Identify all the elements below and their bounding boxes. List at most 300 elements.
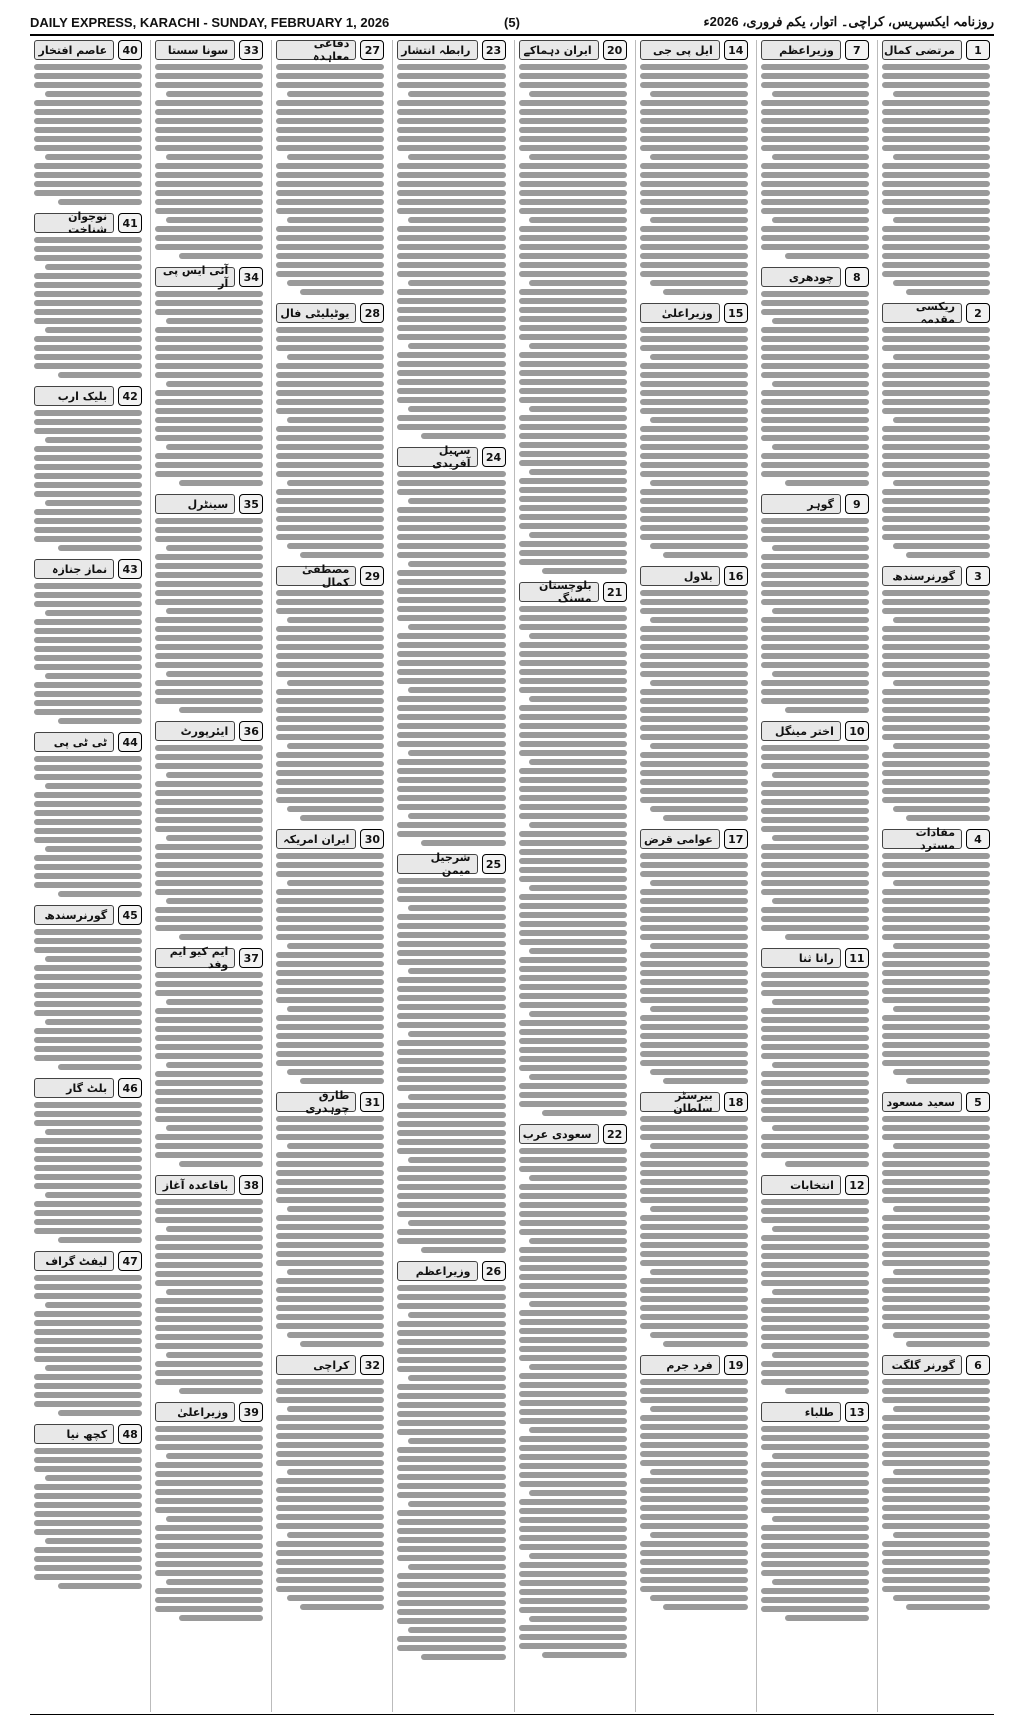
text-line <box>519 867 627 873</box>
text-line <box>640 1541 748 1547</box>
text-line <box>34 1466 142 1472</box>
news-item-header <box>34 1251 142 1271</box>
text-line <box>34 1511 142 1517</box>
text-line <box>155 336 263 342</box>
text-line <box>155 990 263 996</box>
text-line <box>519 1319 627 1325</box>
news-item <box>761 948 869 1167</box>
text-line <box>276 235 384 241</box>
text-line <box>34 1520 142 1526</box>
text-line <box>772 1062 869 1068</box>
text-line <box>155 309 263 315</box>
text-line <box>155 790 263 796</box>
text-line <box>34 300 142 306</box>
text-line <box>276 644 384 650</box>
text-line <box>519 172 627 178</box>
text-line <box>640 988 748 994</box>
news-item <box>276 1355 384 1610</box>
text-line <box>640 525 748 531</box>
text-line <box>276 934 384 940</box>
text-line <box>276 997 384 1003</box>
text-line <box>882 1015 990 1021</box>
text-line <box>882 1033 990 1039</box>
text-line <box>34 354 142 360</box>
text-line <box>519 1346 627 1352</box>
text-line <box>276 716 384 722</box>
text-line <box>397 795 505 801</box>
item-number-badge: 16 <box>724 566 748 586</box>
text-line <box>640 181 748 187</box>
text-line <box>155 916 263 922</box>
news-item <box>640 566 748 821</box>
text-line <box>397 379 505 385</box>
text-line <box>882 1278 990 1284</box>
text-line <box>287 480 384 486</box>
text-line <box>397 271 505 277</box>
text-line <box>34 801 142 807</box>
news-column <box>877 40 994 1712</box>
text-line <box>155 1298 263 1304</box>
text-line <box>34 309 142 315</box>
text-line <box>519 1274 627 1280</box>
text-line <box>882 399 990 405</box>
text-line <box>640 489 748 495</box>
news-item <box>34 559 142 724</box>
text-line <box>519 1047 627 1053</box>
text-line <box>276 689 384 695</box>
item-headline: ایران دہماکے <box>519 40 599 60</box>
text-line <box>276 608 384 614</box>
item-headline: ایران امریکہ <box>276 829 356 849</box>
text-line <box>397 615 505 621</box>
text-line <box>155 1426 263 1432</box>
text-line <box>155 662 263 668</box>
item-body-text <box>519 1148 627 1658</box>
text-line <box>34 109 142 115</box>
text-line <box>529 1175 626 1181</box>
news-item <box>640 829 748 1084</box>
text-line <box>155 1080 263 1086</box>
item-body-text <box>640 590 748 821</box>
text-line <box>276 1460 384 1466</box>
text-line <box>34 1156 142 1162</box>
news-item-header <box>640 40 748 60</box>
item-body-text <box>761 972 869 1167</box>
text-line <box>519 786 627 792</box>
text-line <box>640 1314 748 1320</box>
news-item <box>882 40 990 295</box>
text-line <box>882 1296 990 1302</box>
text-line <box>287 1406 384 1412</box>
text-line <box>640 644 748 650</box>
text-line <box>761 190 869 196</box>
text-line <box>893 880 990 886</box>
text-line <box>34 756 142 762</box>
text-line <box>155 471 263 477</box>
text-line <box>155 82 263 88</box>
text-line <box>155 754 263 760</box>
text-line <box>640 100 748 106</box>
text-line <box>276 100 384 106</box>
text-line <box>882 1060 990 1066</box>
text-line <box>34 491 142 497</box>
text-line <box>761 653 869 659</box>
text-line <box>519 750 627 756</box>
text-line <box>640 435 748 441</box>
text-line <box>761 471 869 477</box>
text-line <box>155 1480 263 1486</box>
item-body-text <box>882 64 990 295</box>
text-line <box>397 507 505 513</box>
text-line <box>640 1586 748 1592</box>
text-line <box>34 664 142 670</box>
text-line <box>650 1532 747 1538</box>
text-line <box>397 932 505 938</box>
text-line <box>772 381 869 387</box>
text-line <box>640 761 748 767</box>
text-line <box>640 770 748 776</box>
news-item <box>34 1424 142 1589</box>
news-item <box>276 829 384 1084</box>
item-number-badge: 3 <box>966 566 990 586</box>
text-line <box>276 1314 384 1320</box>
text-line <box>640 244 748 250</box>
text-line <box>276 1586 384 1592</box>
text-line <box>155 1152 263 1158</box>
text-line <box>300 289 384 295</box>
text-line <box>276 444 384 450</box>
text-line <box>276 599 384 605</box>
text-line <box>772 1352 869 1358</box>
text-line <box>519 1211 627 1217</box>
news-item-header <box>761 40 869 60</box>
text-line <box>397 1339 505 1345</box>
item-body-text <box>34 929 142 1070</box>
text-line <box>650 1406 747 1412</box>
text-line <box>397 1321 505 1327</box>
text-line <box>397 1573 505 1579</box>
item-headline: شرجیل میمن <box>397 854 477 874</box>
text-line <box>519 1580 627 1586</box>
text-line <box>761 536 869 542</box>
text-line <box>519 379 627 385</box>
text-line <box>529 885 626 891</box>
text-line <box>34 1448 142 1454</box>
item-body-text <box>155 1426 263 1621</box>
text-line <box>761 1471 869 1477</box>
text-line <box>34 345 142 351</box>
text-line <box>155 1017 263 1023</box>
text-line <box>397 896 505 902</box>
text-line <box>155 1570 263 1576</box>
item-number-badge: 24 <box>482 447 506 467</box>
item-body-text <box>882 590 990 821</box>
news-item-header <box>640 566 748 586</box>
item-number-badge: 28 <box>360 303 384 323</box>
text-line <box>155 1307 263 1313</box>
text-line <box>882 1451 990 1457</box>
text-line <box>58 1410 142 1416</box>
item-number-badge: 32 <box>360 1355 384 1375</box>
text-line <box>155 972 263 978</box>
text-line <box>882 671 990 677</box>
item-headline: سینٹرل <box>155 494 235 514</box>
text-line <box>640 689 748 695</box>
text-line <box>761 118 869 124</box>
text-line <box>650 480 747 486</box>
text-line <box>276 590 384 596</box>
text-line <box>397 1546 505 1552</box>
text-line <box>276 898 384 904</box>
item-headline: کچھ نیا <box>34 1424 114 1444</box>
text-line <box>761 163 869 169</box>
text-line <box>397 1184 505 1190</box>
text-line <box>519 109 627 115</box>
text-line <box>276 399 384 405</box>
item-body-text <box>276 1379 384 1610</box>
text-line <box>397 1193 505 1199</box>
text-line <box>397 289 505 295</box>
news-item <box>34 210 142 378</box>
text-line <box>640 1197 748 1203</box>
news-item <box>155 1402 263 1621</box>
text-line <box>519 460 627 466</box>
text-line <box>397 579 505 585</box>
text-line <box>408 1627 505 1633</box>
text-line <box>179 707 263 713</box>
text-line <box>34 1502 142 1508</box>
text-line <box>34 518 142 524</box>
text-line <box>155 1235 263 1241</box>
text-line <box>882 752 990 758</box>
text-line <box>663 289 747 295</box>
text-line <box>276 862 384 868</box>
text-line <box>640 871 748 877</box>
text-line <box>276 662 384 668</box>
text-line <box>882 970 990 976</box>
text-line <box>640 1287 748 1293</box>
text-line <box>640 1379 748 1385</box>
text-line <box>519 1544 627 1550</box>
text-line <box>519 370 627 376</box>
text-line <box>155 1035 263 1041</box>
text-line <box>519 1020 627 1026</box>
news-item-header <box>761 267 869 287</box>
text-line <box>761 73 869 79</box>
text-line <box>397 570 505 576</box>
text-line <box>45 91 142 97</box>
text-line <box>640 118 748 124</box>
text-line <box>276 82 384 88</box>
text-line <box>529 532 626 538</box>
text-line <box>772 444 869 450</box>
text-line <box>761 417 869 423</box>
text-line <box>397 678 505 684</box>
text-line <box>882 761 990 767</box>
text-line <box>166 444 263 450</box>
item-body-text <box>34 583 142 724</box>
text-line <box>155 1552 263 1558</box>
text-line <box>761 698 869 704</box>
text-line <box>882 997 990 1003</box>
news-item <box>276 40 384 295</box>
text-line <box>761 64 869 70</box>
text-line <box>397 1492 505 1498</box>
text-line <box>882 1586 990 1592</box>
text-line <box>640 934 748 940</box>
text-line <box>761 1444 869 1450</box>
text-line <box>34 527 142 533</box>
item-number-badge: 30 <box>360 829 384 849</box>
text-line <box>276 1042 384 1048</box>
item-number-badge: 41 <box>118 213 142 233</box>
item-body-text <box>640 853 748 1084</box>
text-line <box>529 343 626 349</box>
text-line <box>542 1652 626 1658</box>
text-line <box>785 1161 869 1167</box>
text-line <box>640 1051 748 1057</box>
text-line <box>34 1574 142 1580</box>
news-item-header <box>34 559 142 579</box>
text-line <box>640 226 748 232</box>
news-item <box>882 826 990 1084</box>
text-line <box>155 408 263 414</box>
text-line <box>906 1341 990 1347</box>
news-item <box>155 264 263 486</box>
text-line <box>276 435 384 441</box>
text-line <box>397 172 505 178</box>
text-line <box>155 73 263 79</box>
item-number-badge: 42 <box>118 386 142 406</box>
news-column <box>756 40 873 1712</box>
text-line <box>650 91 747 97</box>
news-item-header <box>397 1261 505 1281</box>
text-line <box>529 1011 626 1017</box>
text-line <box>34 837 142 843</box>
text-line <box>155 417 263 423</box>
text-line <box>640 1134 748 1140</box>
text-line <box>166 217 263 223</box>
text-line <box>761 554 869 560</box>
text-line <box>519 1508 627 1514</box>
text-line <box>34 1147 142 1153</box>
news-item <box>519 1124 627 1658</box>
text-line <box>34 1392 142 1398</box>
text-line <box>276 1287 384 1293</box>
text-line <box>761 599 869 605</box>
text-line <box>882 1242 990 1248</box>
text-line <box>882 1161 990 1167</box>
text-line <box>882 1379 990 1385</box>
news-item-header <box>761 948 869 968</box>
text-line <box>276 1188 384 1194</box>
text-line <box>650 680 747 686</box>
text-line <box>276 925 384 931</box>
text-line <box>45 1302 142 1308</box>
text-line <box>529 154 626 160</box>
text-line <box>761 617 869 623</box>
text-line <box>906 815 990 821</box>
item-body-text <box>761 291 869 486</box>
text-line <box>640 734 748 740</box>
text-line <box>761 1525 869 1531</box>
text-line <box>772 217 869 223</box>
text-line <box>519 939 627 945</box>
text-line <box>519 208 627 214</box>
text-line <box>519 325 627 331</box>
text-line <box>761 754 869 760</box>
text-line <box>397 1393 505 1399</box>
text-line <box>882 734 990 740</box>
text-line <box>882 534 990 540</box>
text-line <box>882 1550 990 1556</box>
text-line <box>397 923 505 929</box>
text-line <box>155 853 263 859</box>
text-line <box>893 1143 990 1149</box>
text-line <box>276 1379 384 1385</box>
text-line <box>761 790 869 796</box>
text-line <box>640 363 748 369</box>
news-item <box>276 1089 384 1347</box>
text-line <box>408 406 505 412</box>
text-line <box>155 1435 263 1441</box>
text-line <box>882 390 990 396</box>
text-line <box>155 518 263 524</box>
text-line <box>882 181 990 187</box>
text-line <box>287 543 384 549</box>
text-line <box>34 473 142 479</box>
text-line <box>155 435 263 441</box>
text-line <box>155 190 263 196</box>
text-line <box>155 907 263 913</box>
text-line <box>761 799 869 805</box>
text-line <box>276 262 384 268</box>
text-line <box>519 795 627 801</box>
text-line <box>276 1523 384 1529</box>
news-column <box>30 40 146 1712</box>
text-line <box>906 552 990 558</box>
text-line <box>166 671 263 677</box>
text-line <box>397 127 505 133</box>
text-line <box>166 91 263 97</box>
text-line <box>519 262 627 268</box>
footer-rule <box>30 1714 994 1715</box>
text-line <box>882 271 990 277</box>
text-line <box>519 433 627 439</box>
text-line <box>640 979 748 985</box>
text-line <box>276 1296 384 1302</box>
text-line <box>650 417 747 423</box>
text-line <box>640 797 748 803</box>
text-line <box>397 199 505 205</box>
text-line <box>34 628 142 634</box>
text-line <box>519 1535 627 1541</box>
text-line <box>155 680 263 686</box>
text-line <box>882 1514 990 1520</box>
text-line <box>155 64 263 70</box>
text-line <box>276 1125 384 1131</box>
text-line <box>287 1332 384 1338</box>
text-line <box>34 410 142 416</box>
text-line <box>761 426 869 432</box>
text-line <box>34 765 142 771</box>
text-line <box>166 1579 263 1585</box>
text-line <box>772 1289 869 1295</box>
text-line <box>893 943 990 949</box>
text-line <box>300 815 384 821</box>
text-line <box>519 1373 627 1379</box>
text-line <box>155 1370 263 1376</box>
